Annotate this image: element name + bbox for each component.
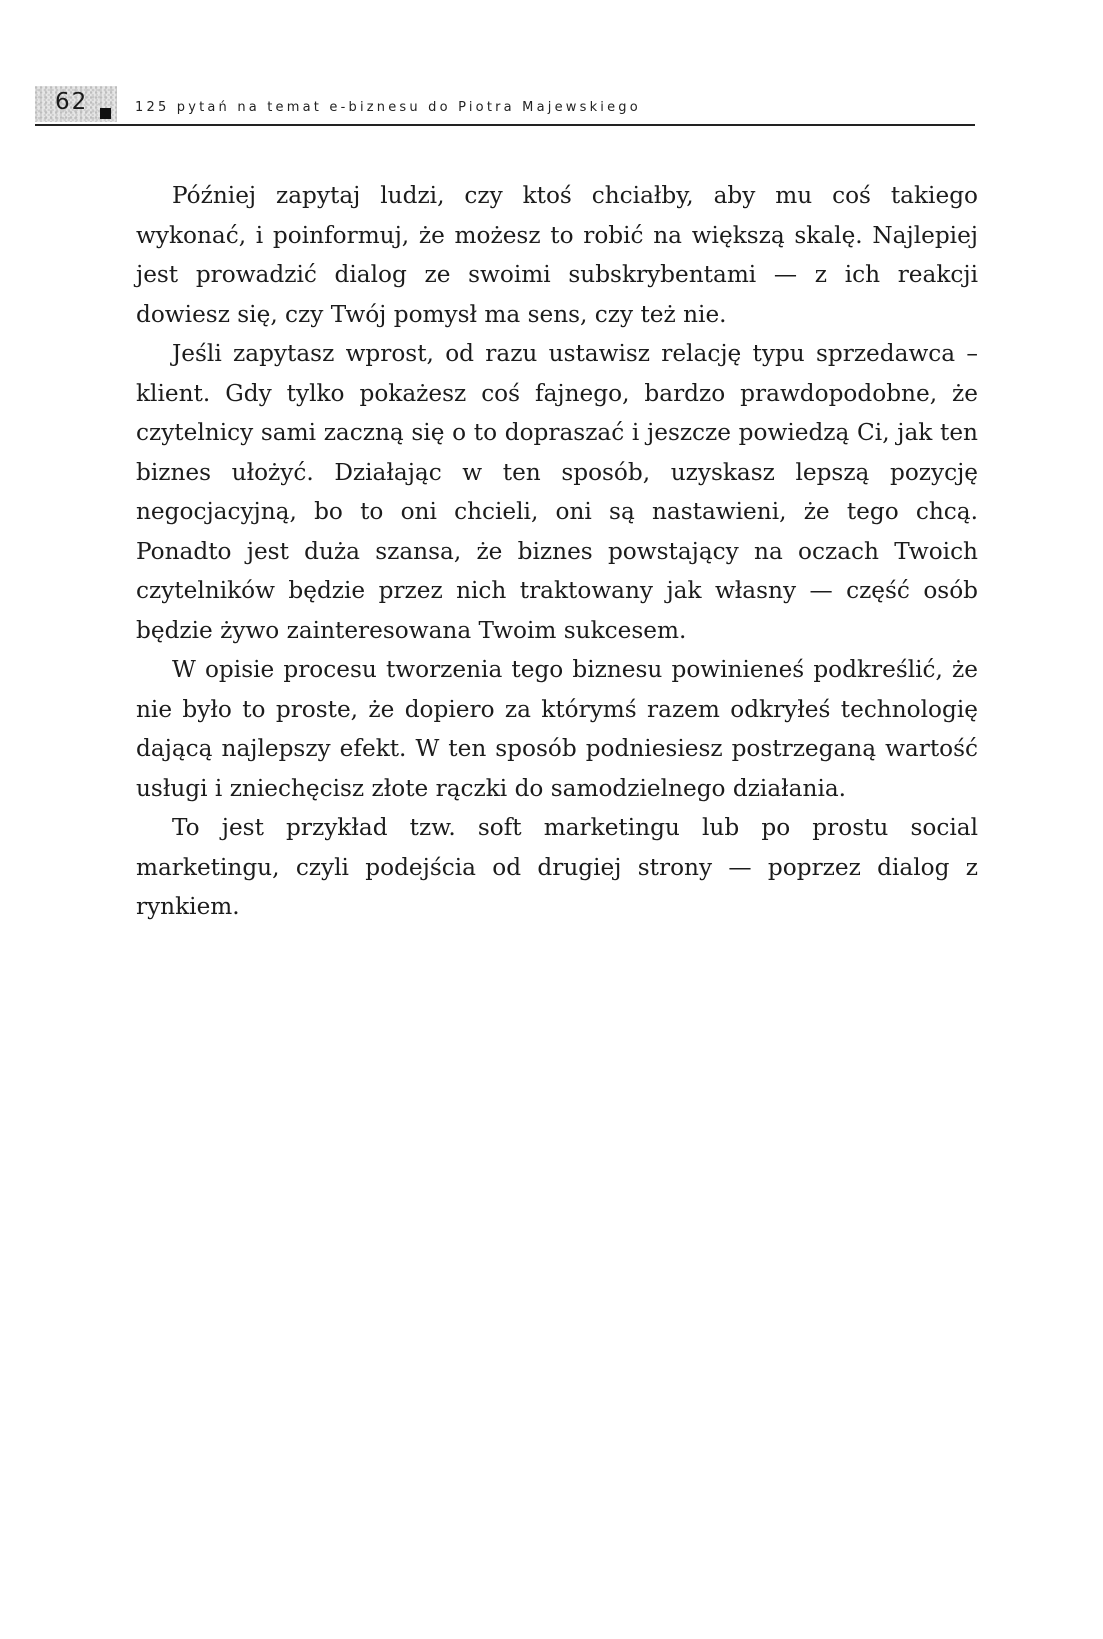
paragraph: To jest przykład tzw. soft marketingu lub po prostu social marketingu, czyli podejścia od drugiej strony — poprzez dialog z rynkiem. — [136, 814, 978, 920]
paragraph: Jeśli zapytasz wprost, od razu ustawisz relację typu sprzedawca – klient. Gdy tylko pokażesz coś fajnego, bardzo prawdopodobne, że czytelnicy sami zaczną się o to dopraszać i jeszcze powiedzą Ci, jak ten biznes ułożyć. Działając w ten sposób, uzyskasz lepszą pozycję negocjacyjną, bo to oni chcieli, oni są nastawieni, że tego chcą. Ponadto jest duża szansa, że biznes powstający na oczach Twoich czytelników będzie przez nich traktowany jak własny — część osób będzie żywo zainteresowana Twoim sukcesem. — [136, 340, 978, 644]
page-number: 62 — [55, 89, 89, 115]
main-text — [136, 176, 978, 927]
header-rule — [35, 124, 975, 126]
page-header — [35, 86, 975, 126]
square-marker-icon — [100, 108, 111, 119]
running-title: 125 pytań na temat e-biznesu do Piotra Majewskiego — [135, 100, 641, 115]
paragraph: W opisie procesu tworzenia tego biznesu powinieneś podkreślić, że nie było to proste, że dopiero za którymś razem odkryłeś technologię dającą najlepszy efekt. W ten sposób podniesiesz postrzeganą wartość usługi i zniechęcisz złote rączki do samodzielnego działania. — [136, 656, 978, 802]
paragraph: Później zapytaj ludzi, czy ktoś chciałby, aby mu coś takiego wykonać, i poinformuj, że możesz to robić na większą skalę. Najlepiej jest prowadzić dialog ze swoimi subskrybentami — z ich reakcji dowiesz się, czy Twój pomysł ma sens, czy też nie. — [136, 182, 978, 328]
